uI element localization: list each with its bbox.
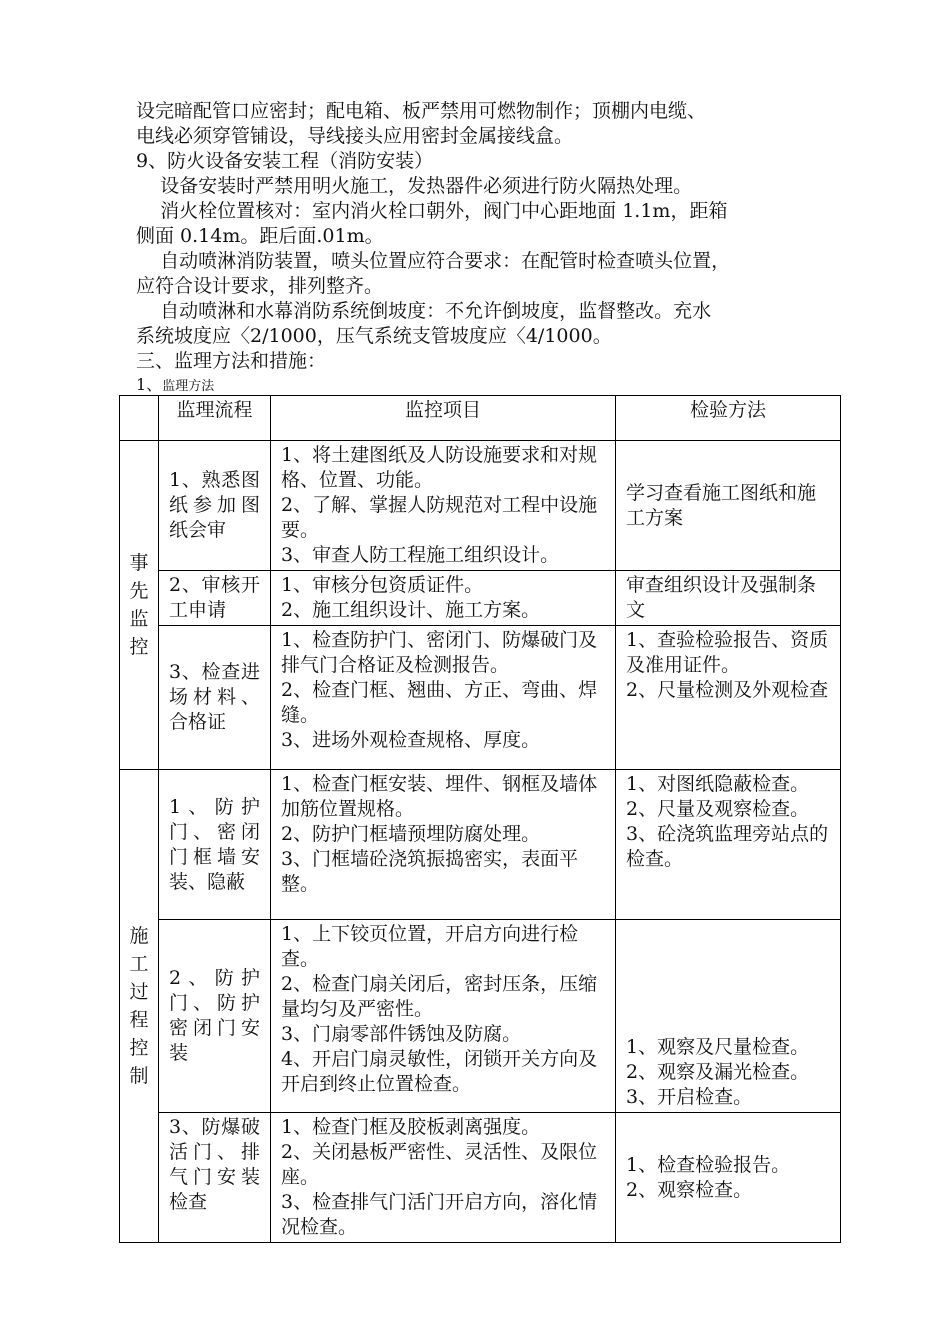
- phase-pre-control: [120, 441, 159, 770]
- phase-pre-control-label: 事 先 监 控: [129, 552, 149, 658]
- header-phase: [120, 396, 159, 441]
- process-cell: 1、防护门、密闭门框墙安装、隐蔽: [159, 770, 271, 920]
- intro-line-10: 系统坡度应〈2/1000，压气系统支管坡度应〈4/1000。: [136, 325, 612, 347]
- process-cell: 3、检查进场材料、合格证: [159, 626, 271, 770]
- phase-construction-control-label: 施 工 过 程 控 制: [129, 925, 149, 1087]
- intro-line-5: 消火栓位置核对：室内消火栓口朝外，阀门中心距地面 1.1m，距箱: [136, 200, 728, 222]
- process-cell: 1、熟悉图纸参加图纸会审: [159, 441, 271, 571]
- table-row: [120, 441, 841, 571]
- table-header-row: [120, 396, 841, 441]
- method-heading: [136, 375, 214, 397]
- supervision-table: [119, 395, 841, 1243]
- header-method: 检验方法: [616, 396, 841, 441]
- method-cell: 1、观察及尺量检查。 2、观察及漏光检查。 3、开启检查。: [616, 920, 841, 1113]
- process-cell: 3、防爆破活门、排气门安装检查: [159, 1113, 271, 1243]
- intro-line-1: 设完暗配管口应密封；配电箱、板严禁用可燃物制作；顶棚内电缆、: [136, 100, 707, 122]
- section-heading-methods: 三、监理方法和措施：: [136, 350, 327, 372]
- intro-line-7: 自动喷淋消防装置，喷头位置应符合要求：在配管时检查喷头位置，: [136, 250, 731, 272]
- intro-line-4: 设备安装时严禁用明火施工，发热器件必须进行防火隔热处理。: [136, 175, 693, 197]
- method-heading-label: 监理方法: [162, 379, 215, 394]
- method-cell: 学习查看施工图纸和施工方案: [616, 441, 841, 571]
- intro-line-8: 应符合设计要求，排列整齐。: [136, 275, 384, 297]
- section-heading-fire: 9、防火设备安装工程（消防安装）: [136, 150, 434, 172]
- intro-line-9: 自动喷淋和水幕消防系统倒坡度：不允许倒坡度，监督整改。充水: [136, 300, 712, 322]
- items-cell: 1、检查门框及胶板剥离强度。 2、关闭悬板严密性、灵活性、及限位座。 3、检查排气门活门开启方向，溶化情况检查。: [271, 1113, 616, 1243]
- phase-construction-control: [120, 770, 159, 1243]
- method-heading-number: 1、: [136, 375, 163, 394]
- process-cell: 2、审核开工申请: [159, 571, 271, 626]
- intro-line-2: 电线必须穿管铺设，导线接头应用密封金属接线盒。: [136, 125, 574, 147]
- table-row: [120, 920, 841, 1113]
- method-cell: 1、检查检验报告。 2、观察检查。: [616, 1113, 841, 1243]
- intro-line-6: 侧面 0.14m。距后面.01m。: [136, 225, 384, 247]
- table-row: [120, 770, 841, 920]
- table-row: [120, 626, 841, 770]
- items-cell: 1、将土建图纸及人防设施要求和对规格、位置、功能。 2、了解、掌握人防规范对工程中设施要。 3、审查人防工程施工组织设计。: [271, 441, 616, 571]
- method-cell: 1、查验检验报告、资质及准用证件。 2、尺量检测及外观检查: [616, 626, 841, 770]
- method-cell: 1、对图纸隐蔽检查。 2、尺量及观察检查。 3、砼浇筑监理旁站点的检查。: [616, 770, 841, 920]
- header-process: 监理流程: [159, 396, 271, 441]
- items-cell: 1、审核分包资质证件。 2、施工组织设计、施工方案。: [271, 571, 616, 626]
- items-cell: 1、检查防护门、密闭门、防爆破门及排气门合格证及检测报告。 2、检查门框、翘曲、方正、弯曲、焊缝。 3、进场外观检查规格、厚度。: [271, 626, 616, 770]
- process-cell: 2、防护门、防护密闭门安装: [159, 920, 271, 1113]
- method-cell: 审查组织设计及强制条文: [616, 571, 841, 626]
- table-row: [120, 571, 841, 626]
- items-cell: 1、检查门框安装、埋件、钢框及墙体加筋位置规格。 2、防护门框墙预埋防腐处理。 3、门框墙砼浇筑振捣密实，表面平整。: [271, 770, 616, 920]
- items-cell: 1、上下铰页位置，开启方向进行检查。 2、检查门扇关闭后，密封压条，压缩量均匀及严密性。 3、门扇零部件锈蚀及防腐。 4、开启门扇灵敏性，闭锁开关方向及开启到终止位置检查。: [271, 920, 616, 1113]
- table-row: [120, 1113, 841, 1243]
- header-items: 监控项目: [271, 396, 616, 441]
